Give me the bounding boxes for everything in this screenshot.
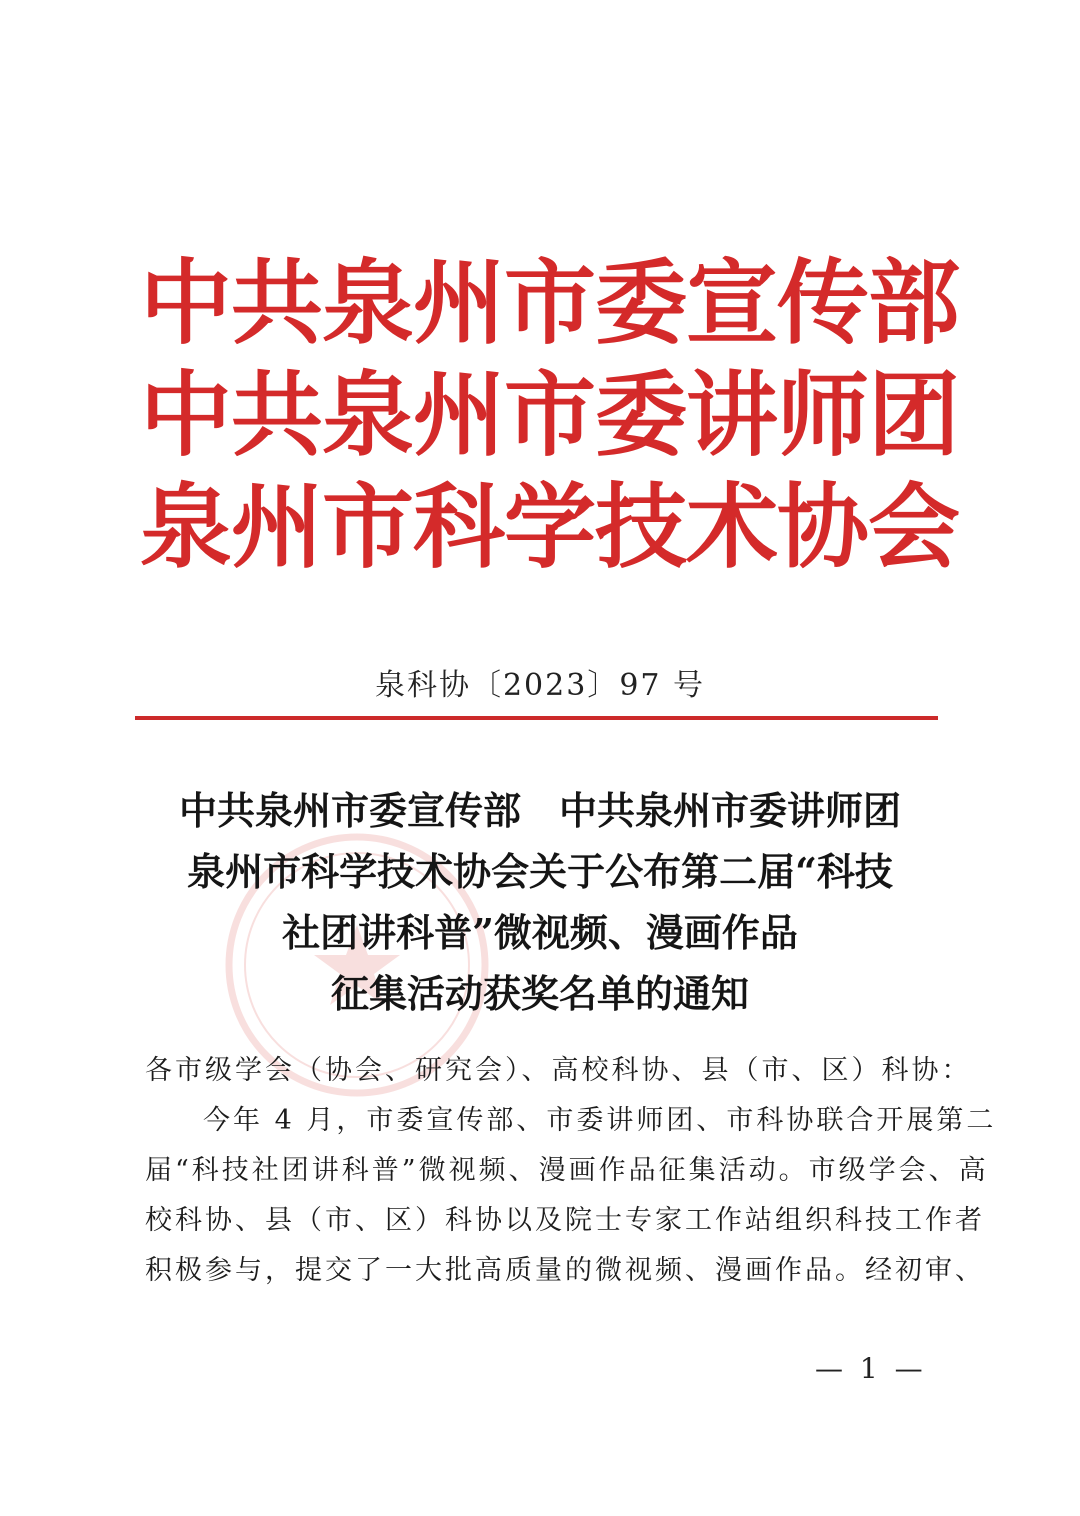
- paragraph-line: 届“科技社团讲科普”微视频、漫画作品征集活动。市级学会、高: [145, 1155, 989, 1186]
- paragraph-line: 积极参与，提交了一大批高质量的微视频、漫画作品。经初审、: [145, 1255, 985, 1286]
- notice-title: [0, 780, 1080, 1024]
- notice-body: [145, 1046, 997, 1296]
- org-name-lecturer-group: 中共泉州市委讲师团: [140, 362, 960, 469]
- title-line: 中共泉州市委宣传部 中共泉州市委讲师团: [178, 788, 901, 833]
- red-divider-line: [135, 716, 938, 720]
- issuing-organizations: [140, 248, 960, 584]
- title-line: 社团讲科普”微视频、漫画作品: [282, 910, 798, 955]
- org-name-science-association: 泉州市科学技术协会: [140, 474, 960, 581]
- org-name-publicity-dept: 中共泉州市委宣传部: [140, 250, 960, 357]
- paragraph-line: 校科协、县（市、区）科协以及院士专家工作站组织科技工作者: [145, 1205, 985, 1236]
- paragraph-line: 今年 4 月，市委宣传部、市委讲师团、市科协联合开展第二: [203, 1105, 997, 1136]
- document-number: 泉科协〔2023〕97 号: [374, 668, 706, 703]
- title-line: 泉州市科学技术协会关于公布第二届“科技: [187, 849, 893, 894]
- title-line: 征集活动获奖名单的通知: [330, 971, 749, 1016]
- salutation: 各市级学会（协会、研究会）、高校科协、县（市、区）科协：: [145, 1055, 972, 1086]
- page-number: — 1 —: [815, 1352, 927, 1385]
